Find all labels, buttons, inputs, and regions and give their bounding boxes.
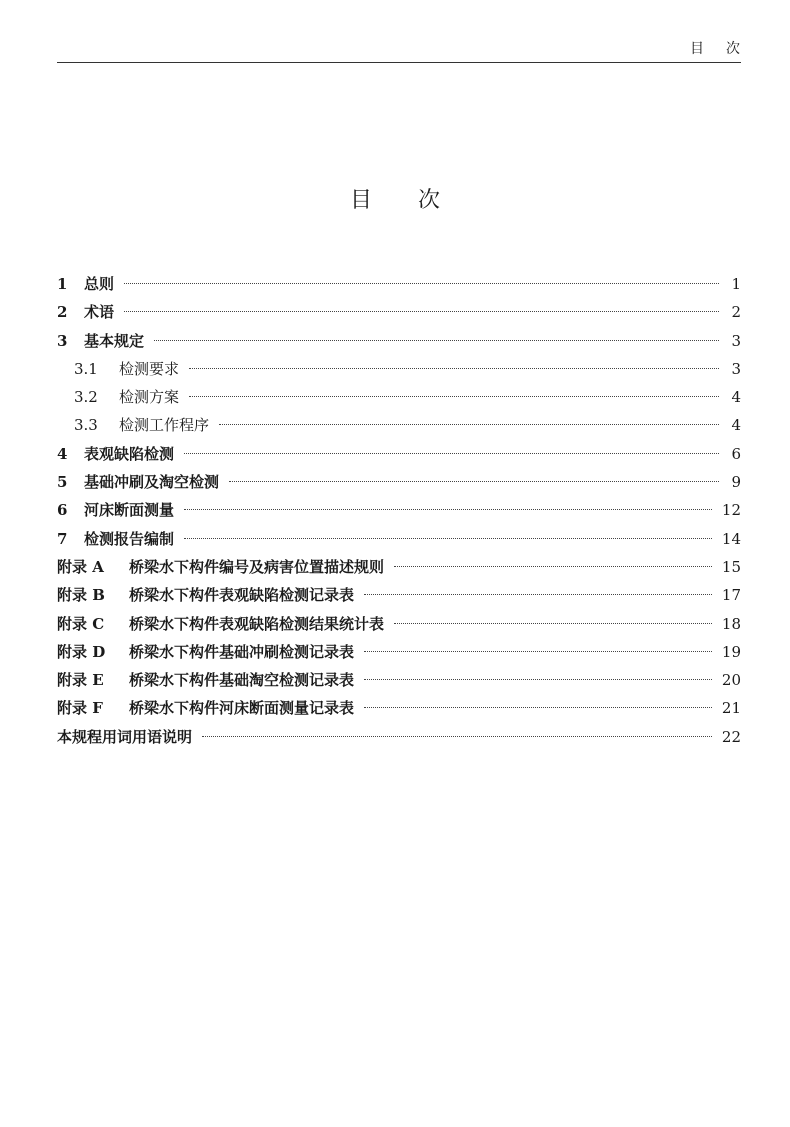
toc-entry-page-number: 14 xyxy=(721,529,741,548)
dot-leader xyxy=(124,311,719,312)
dot-leader xyxy=(154,340,719,341)
toc-entry-page-number: 22 xyxy=(721,727,741,746)
toc-entry-number: 3.3 xyxy=(74,416,98,435)
toc-entry-title: 检测要求 xyxy=(119,359,180,378)
toc-entry-title: 基础冲刷及淘空检测 xyxy=(84,473,220,492)
toc-entry-title: 基本规定 xyxy=(84,331,145,350)
toc-entry-title: 表观缺陷检测 xyxy=(84,444,175,463)
dot-leader xyxy=(394,623,712,624)
toc-entry-page-number: 12 xyxy=(721,501,741,520)
toc-entry-title: 术语 xyxy=(84,303,115,322)
toc-entry-title: 检测方案 xyxy=(119,388,180,407)
toc-entry[interactable] xyxy=(57,694,741,722)
toc-entry-number: 附录 C xyxy=(57,614,105,633)
toc-entry-title: 检测报告编制 xyxy=(84,529,175,548)
toc-entry-title: 桥梁水下构件表观缺陷检测记录表 xyxy=(129,586,355,605)
toc-entry[interactable] xyxy=(57,440,741,468)
toc-entry-number: 附录 E xyxy=(57,671,104,690)
toc-entry-number: 附录 A xyxy=(57,557,104,576)
toc-entry-page-number: 15 xyxy=(721,557,741,576)
toc-entry-page-number: 19 xyxy=(721,642,741,661)
dot-leader xyxy=(364,651,712,652)
running-header: 目次 xyxy=(690,41,762,57)
toc-entry[interactable] xyxy=(57,666,741,694)
toc-entry-page-number: 4 xyxy=(731,416,741,435)
dot-leader xyxy=(229,481,719,482)
toc-entry-number: 附录 B xyxy=(57,586,105,605)
toc-entry-number: 附录 F xyxy=(57,699,103,718)
table-of-contents xyxy=(57,270,741,751)
toc-entry-page-number: 21 xyxy=(721,699,741,718)
toc-entry-title: 桥梁水下构件表观缺陷检测结果统计表 xyxy=(129,614,385,633)
toc-entry-number: 6 xyxy=(57,501,68,520)
toc-entry[interactable] xyxy=(57,525,741,553)
toc-entry-title: 总则 xyxy=(84,275,115,293)
toc-entry[interactable] xyxy=(57,581,741,609)
header-rule xyxy=(57,62,741,63)
page-title: 目次 xyxy=(349,188,486,213)
toc-entry-page-number: 3 xyxy=(731,359,741,378)
dot-leader xyxy=(124,283,719,284)
toc-entry-page-number: 1 xyxy=(731,275,741,293)
dot-leader xyxy=(364,707,712,708)
dot-leader xyxy=(364,679,712,680)
toc-entry-number: 7 xyxy=(57,529,68,548)
toc-entry-number: 3.2 xyxy=(74,388,98,407)
toc-entry-page-number: 18 xyxy=(721,614,741,633)
toc-entry-title: 桥梁水下构件基础淘空检测记录表 xyxy=(129,671,355,690)
toc-entry-page-number: 3 xyxy=(731,331,741,350)
toc-entry-number: 1 xyxy=(57,275,68,293)
toc-entry[interactable] xyxy=(57,610,741,638)
toc-entry-page-number: 20 xyxy=(721,671,741,690)
toc-entry[interactable] xyxy=(57,327,741,355)
dot-leader xyxy=(364,594,712,595)
dot-leader xyxy=(189,368,719,369)
dot-leader xyxy=(184,538,712,539)
toc-entry[interactable] xyxy=(57,411,741,439)
toc-entry-title: 桥梁水下构件编号及病害位置描述规则 xyxy=(129,557,385,576)
toc-entry-page-number: 9 xyxy=(731,473,741,492)
dot-leader xyxy=(394,566,712,567)
dot-leader xyxy=(184,509,712,510)
toc-entry[interactable] xyxy=(57,496,741,524)
toc-entry-page-number: 17 xyxy=(721,586,741,605)
toc-entry-title: 桥梁水下构件基础冲刷检测记录表 xyxy=(129,642,355,661)
toc-entry-title: 河床断面测量 xyxy=(84,501,175,520)
toc-entry-number: 附录 D xyxy=(57,642,106,661)
toc-entry-number: 5 xyxy=(57,473,68,492)
dot-leader xyxy=(189,396,719,397)
toc-entry[interactable] xyxy=(57,723,741,751)
toc-entry[interactable] xyxy=(57,553,741,581)
toc-entry-page-number: 2 xyxy=(731,303,741,322)
toc-entry-title: 检测工作程序 xyxy=(119,416,210,435)
toc-entry-number: 2 xyxy=(57,303,68,322)
toc-entry[interactable] xyxy=(57,355,741,383)
toc-entry[interactable] xyxy=(57,270,741,298)
toc-entry-title: 本规程用词用语说明 xyxy=(57,727,193,746)
toc-entry[interactable] xyxy=(57,383,741,411)
toc-entry-page-number: 4 xyxy=(731,388,741,407)
toc-entry[interactable] xyxy=(57,638,741,666)
dot-leader xyxy=(219,424,719,425)
dot-leader xyxy=(184,453,719,454)
dot-leader xyxy=(202,736,712,737)
toc-entry-number: 4 xyxy=(57,444,68,463)
toc-entry-number: 3 xyxy=(57,331,68,350)
toc-entry[interactable] xyxy=(57,468,741,496)
toc-entry[interactable] xyxy=(57,298,741,326)
toc-entry-title: 桥梁水下构件河床断面测量记录表 xyxy=(129,699,355,718)
toc-entry-number: 3.1 xyxy=(74,359,98,378)
toc-entry-page-number: 6 xyxy=(731,444,741,463)
